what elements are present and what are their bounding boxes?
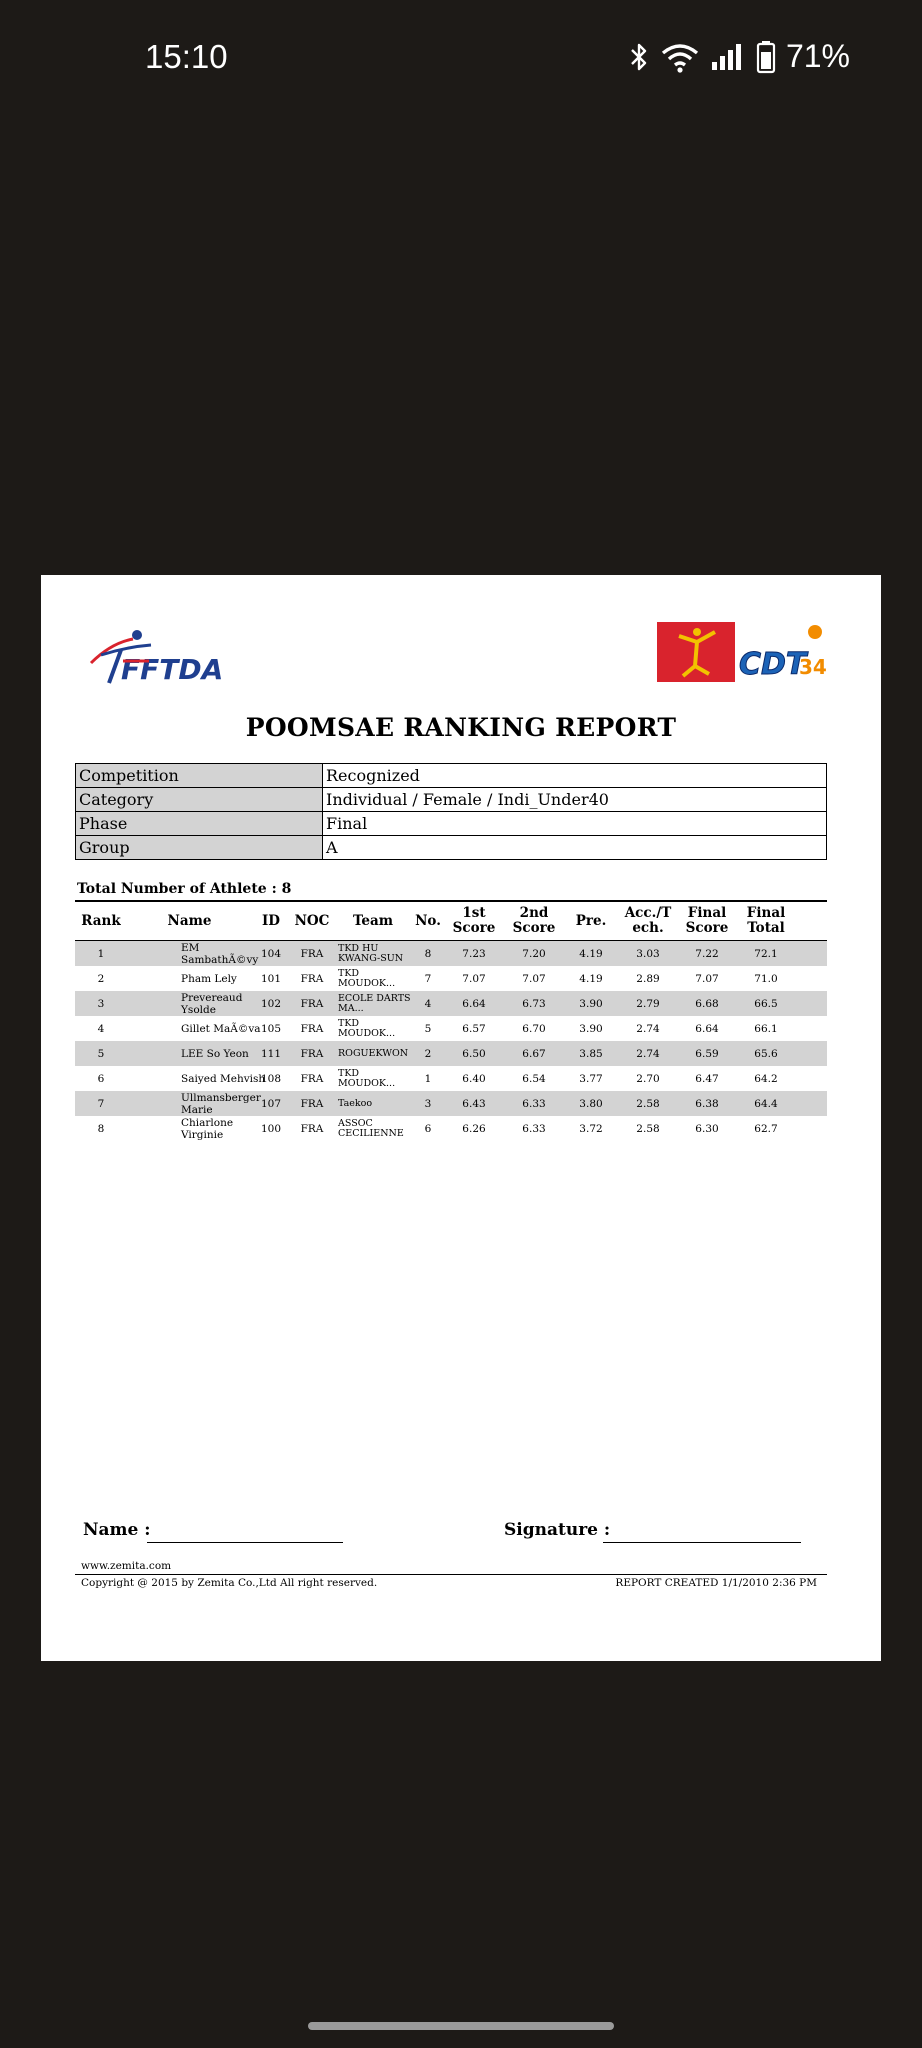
cell-no: 4 xyxy=(424,997,432,1010)
table-row xyxy=(75,966,827,991)
status-bar xyxy=(0,0,922,120)
cell-second-score: 6.70 xyxy=(522,1022,546,1035)
cell-noc: FRA xyxy=(300,1122,324,1135)
cell-first-score: 7.07 xyxy=(462,972,486,985)
svg-text:CDT: CDT xyxy=(739,647,807,682)
cell-acc-tech: 2.74 xyxy=(636,1022,660,1035)
status-icons xyxy=(628,38,850,75)
cell-final-score: 7.22 xyxy=(695,947,719,960)
info-label: Phase xyxy=(76,812,323,836)
report-page xyxy=(41,575,881,1661)
cell-id: 102 xyxy=(260,997,282,1010)
cell-rank: 7 xyxy=(97,1097,105,1110)
table-row xyxy=(75,941,827,966)
footer-rule xyxy=(75,1574,827,1575)
cell-no: 7 xyxy=(424,972,432,985)
cell-name: Ullmansberger Marie xyxy=(181,1091,261,1116)
cell-final-total: 66.5 xyxy=(754,997,778,1010)
cell-noc: FRA xyxy=(300,997,324,1010)
cell-team: TKD HU KWANG-SUN xyxy=(338,942,404,964)
cell-id: 107 xyxy=(260,1097,282,1110)
cell-rank: 6 xyxy=(97,1072,105,1085)
ranking-header xyxy=(75,900,827,942)
cell-pre: 4.19 xyxy=(579,947,603,960)
cell-name: EM SambathÃ©vy xyxy=(181,941,259,966)
copyright-text: Copyright @ 2015 by Zemita Co.,Ltd All right reserved. xyxy=(81,1577,378,1589)
cell-no: 2 xyxy=(424,1047,432,1060)
info-value: Final xyxy=(323,812,827,836)
cdt34-logo xyxy=(657,620,829,690)
cell-noc: FRA xyxy=(300,947,324,960)
table-row xyxy=(75,1016,827,1041)
cell-rank: 2 xyxy=(97,972,105,985)
cell-acc-tech: 2.89 xyxy=(636,972,660,985)
cell-team: ASSOC CECILIENNE xyxy=(338,1117,404,1139)
cell-first-score: 6.43 xyxy=(462,1097,486,1110)
cell-name: Prevereaud Ysolde xyxy=(181,991,243,1016)
wifi-icon xyxy=(660,41,700,73)
cell-id: 111 xyxy=(260,1047,282,1060)
col-header-final-score: Final Score xyxy=(685,905,729,936)
cell-team: ECOLE DARTS MA... xyxy=(338,992,411,1014)
info-label: Group xyxy=(76,836,323,860)
cell-rank: 1 xyxy=(97,947,105,960)
website-text: www.zemita.com xyxy=(81,1560,172,1572)
fftda-logo xyxy=(81,625,246,691)
info-value: Recognized xyxy=(323,764,827,788)
col-header-acc-tech: Acc./T ech. xyxy=(624,905,672,936)
col-header-pre: Pre. xyxy=(575,912,607,929)
cell-final-score: 6.64 xyxy=(695,1022,719,1035)
cell-noc: FRA xyxy=(300,972,324,985)
cell-second-score: 6.54 xyxy=(522,1072,546,1085)
col-header-name: Name xyxy=(167,912,212,929)
bluetooth-icon xyxy=(628,41,650,73)
cell-name: Gillet MaÃ©va xyxy=(181,1022,261,1035)
cell-final-total: 64.4 xyxy=(754,1097,778,1110)
cell-name: Pham Lely xyxy=(181,972,237,985)
report-created-text: REPORT CREATED 1/1/2010 2:36 PM xyxy=(615,1577,817,1589)
signature-label: Signature : xyxy=(504,1520,611,1540)
col-header-noc: NOC xyxy=(294,912,330,929)
home-indicator[interactable] xyxy=(308,2022,614,2030)
cell-rank: 3 xyxy=(97,997,105,1010)
cell-final-total: 71.0 xyxy=(754,972,778,985)
cell-final-score: 6.68 xyxy=(695,997,719,1010)
cell-final-total: 64.2 xyxy=(754,1072,778,1085)
col-header-rank: Rank xyxy=(81,912,121,929)
cell-noc: FRA xyxy=(300,1022,324,1035)
cell-id: 108 xyxy=(260,1072,282,1085)
total-athletes: Total Number of Athlete : 8 xyxy=(77,881,292,897)
cell-acc-tech: 2.74 xyxy=(636,1047,660,1060)
ranking-rows xyxy=(75,941,827,1141)
cell-no: 5 xyxy=(424,1022,432,1035)
cell-no: 6 xyxy=(424,1122,432,1135)
cell-team: Taekoo xyxy=(338,1097,373,1109)
cell-final-score: 7.07 xyxy=(695,972,719,985)
signal-icon xyxy=(710,41,746,73)
cell-final-total: 66.1 xyxy=(754,1022,778,1035)
table-row xyxy=(75,1066,827,1091)
cell-second-score: 6.33 xyxy=(522,1097,546,1110)
table-row xyxy=(75,991,827,1016)
cell-final-score: 6.30 xyxy=(695,1122,719,1135)
col-header-id: ID xyxy=(261,912,281,929)
cell-team: TKD MOUDOK... xyxy=(338,967,396,989)
cell-pre: 3.85 xyxy=(579,1047,603,1060)
cell-acc-tech: 2.70 xyxy=(636,1072,660,1085)
cell-first-score: 6.40 xyxy=(462,1072,486,1085)
status-time: 15:10 xyxy=(145,38,228,75)
cell-pre: 3.77 xyxy=(579,1072,603,1085)
cell-pre: 3.90 xyxy=(579,997,603,1010)
name-line xyxy=(147,1542,343,1543)
cell-second-score: 6.73 xyxy=(522,997,546,1010)
svg-text:FFTDA: FFTDA xyxy=(121,653,224,686)
table-row xyxy=(75,1091,827,1116)
info-row xyxy=(76,812,827,836)
info-row xyxy=(76,788,827,812)
cell-first-score: 6.64 xyxy=(462,997,486,1010)
cell-no: 3 xyxy=(424,1097,432,1110)
cell-id: 101 xyxy=(260,972,282,985)
cell-pre: 4.19 xyxy=(579,972,603,985)
cell-final-total: 62.7 xyxy=(754,1122,778,1135)
cell-id: 104 xyxy=(260,947,282,960)
col-header-final-total: Final Total xyxy=(746,905,786,936)
cell-final-score: 6.59 xyxy=(695,1047,719,1060)
col-header-second-score: 2nd Score xyxy=(512,905,556,936)
cell-rank: 5 xyxy=(97,1047,105,1060)
cell-second-score: 6.33 xyxy=(522,1122,546,1135)
cell-noc: FRA xyxy=(300,1047,324,1060)
fftda-logo-icon xyxy=(81,625,246,691)
cell-acc-tech: 3.03 xyxy=(636,947,660,960)
info-row xyxy=(76,764,827,788)
cell-pre: 3.80 xyxy=(579,1097,603,1110)
cell-second-score: 6.67 xyxy=(522,1047,546,1060)
cell-noc: FRA xyxy=(300,1072,324,1085)
cell-id: 105 xyxy=(260,1022,282,1035)
cell-final-score: 6.38 xyxy=(695,1097,719,1110)
cell-final-score: 6.47 xyxy=(695,1072,719,1085)
competition-info-table xyxy=(75,763,827,860)
cell-pre: 3.90 xyxy=(579,1022,603,1035)
cell-name: Chiarlone Virginie xyxy=(181,1116,234,1141)
info-value: Individual / Female / Indi_Under40 xyxy=(323,788,827,812)
cell-team: TKD MOUDOK... xyxy=(338,1017,396,1039)
cell-final-total: 72.1 xyxy=(754,947,778,960)
cell-name: Saiyed Mehvish xyxy=(181,1072,266,1085)
col-header-team: Team xyxy=(352,912,394,929)
cell-rank: 8 xyxy=(97,1122,105,1135)
cell-pre: 3.72 xyxy=(579,1122,603,1135)
cell-noc: FRA xyxy=(300,1097,324,1110)
info-row xyxy=(76,836,827,860)
info-value: A xyxy=(323,836,827,860)
battery-percent: 71% xyxy=(785,38,850,74)
table-row xyxy=(75,1116,827,1141)
cell-first-score: 6.26 xyxy=(462,1122,486,1135)
cell-second-score: 7.07 xyxy=(522,972,546,985)
cell-id: 100 xyxy=(260,1122,282,1135)
battery-icon xyxy=(756,40,776,74)
info-label: Category xyxy=(76,788,323,812)
table-row xyxy=(75,1041,827,1066)
report-title: POOMSAE RANKING REPORT xyxy=(245,713,677,742)
cell-acc-tech: 2.58 xyxy=(636,1097,660,1110)
cell-acc-tech: 2.79 xyxy=(636,997,660,1010)
cell-acc-tech: 2.58 xyxy=(636,1122,660,1135)
cell-final-total: 65.6 xyxy=(754,1047,778,1060)
cell-name: LEE So Yeon xyxy=(181,1047,249,1060)
svg-text:34: 34 xyxy=(799,655,827,679)
info-label: Competition xyxy=(76,764,323,788)
cell-rank: 4 xyxy=(97,1022,105,1035)
col-header-no: No. xyxy=(415,912,441,929)
cell-team: TKD MOUDOK... xyxy=(338,1067,396,1089)
cell-no: 8 xyxy=(424,947,432,960)
name-label: Name : xyxy=(83,1520,151,1540)
cell-second-score: 7.20 xyxy=(522,947,546,960)
cdt34-logo-icon xyxy=(657,620,829,690)
cell-first-score: 6.50 xyxy=(462,1047,486,1060)
cell-no: 1 xyxy=(424,1072,432,1085)
cell-first-score: 7.23 xyxy=(462,947,486,960)
col-header-first-score: 1st Score xyxy=(452,905,496,936)
signature-line xyxy=(603,1542,801,1543)
cell-team: ROGUEKWON xyxy=(338,1047,409,1059)
cell-first-score: 6.57 xyxy=(462,1022,486,1035)
